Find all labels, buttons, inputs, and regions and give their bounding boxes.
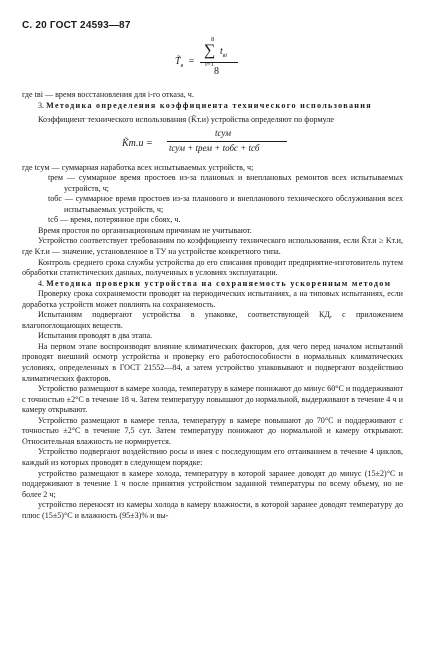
section-3-intro: Коэффициент технического использования (K̃т.и) устройства определяют по формуле xyxy=(38,115,334,125)
sum-term: $t_{вi}$ xyxy=(220,46,228,59)
paragraph-cold: Устройство размещают в камере холода, температуру в камере понижают до минус 60°С и поддерживают с точностью ±2°С в течение 18 ч. Затем температуру повышают до нормальной, выдерживают в течение 4 ч и камеру открывают. xyxy=(22,384,403,415)
sum-sign: ∑ xyxy=(204,42,216,59)
paragraph-stages: Испытания проводят в два этапа. xyxy=(38,331,153,341)
definition-trem: tрем — суммарное время простоев из-за плановых и внеплановых ремонтов всех испытываемых устройств, ч; xyxy=(48,173,403,193)
fraction-bar xyxy=(200,62,238,63)
formula-utilization-coefficient xyxy=(22,128,403,160)
formula1-lhs: $T̃_в$ = xyxy=(175,56,195,69)
paragraph-control: Контроль среднего срока службы устройства до его списания проводит предприятие-изготовитель путем обработки статистических данных, полученных в условиях эксплуатации. xyxy=(22,257,403,278)
section-4-heading: 4. Методика проверки устройства на сохраняемость ускоренным методом xyxy=(38,278,392,288)
paragraph-heat: Устройство размещают в камере тепла, температуру в камере повышают до 70°С и поддерживают с точностью ±2°С в течение 7,5 сут. Затем температуру понижают до нормальной и камеру открывают. Относительная влажность не нормируется. xyxy=(22,415,403,446)
paragraph-downtime: Время простоя по организационным причинам не учитывают. xyxy=(38,225,252,235)
section-3-heading: 3. Методика определения коэффициента технического использования xyxy=(38,100,372,110)
paragraph-dew: Устройство подвергают воздействию росы и инея с последующим его оттаиванием в течение 4 циклов, каждый из которых проводят в следующем порядке: xyxy=(22,447,403,467)
formula2-lhs: K̃т.и = xyxy=(122,137,153,149)
sum-lower-limit: i=1 xyxy=(205,61,214,68)
page-header: С. 20 ГОСТ 24593—87 xyxy=(22,20,131,31)
fraction-bar xyxy=(167,141,287,142)
paragraph-subject: Испытаниям подвергают устройства в упаковке, соответствующей КД, с приложением влагопоглощающих веществ. xyxy=(22,310,403,330)
sum-upper-limit: 8 xyxy=(211,36,215,43)
formula2-denominator: tсум + tрем + tобс + tсб xyxy=(169,142,260,153)
where-clause: где tвi — время восстановления для i-го отказа, ч. xyxy=(22,90,194,99)
paragraph-check: Проверку срока сохраняемости проводят на периодических испытаниях, а на типовых испытаниях, если доработка устройств может повлиять на сохраняемость. xyxy=(22,289,403,309)
document-body xyxy=(22,90,403,521)
definition-tobs: tобс — суммарное время простоев из-за планового и внепланового технического обслуживания всех испытываемых устройств, ч; xyxy=(48,194,403,214)
paragraph-stage1: На первом этапе воспроизводят влияние климатических факторов, для чего перед началом испытаний проводят внешний осмотр устройства и проверку его работоспособности в нормальных климатических условиях, определенных в ГОСТ 21552—84, а затем устройство упаковывают и подвергают воздействию климатических факторов. xyxy=(22,341,403,383)
definition-tsum: где tсум — суммарная наработка всех испытываемых устройств, ч; xyxy=(22,162,254,172)
paragraph-transfer: устройство переносят из камеры холода в камеру влажности, в которой заранее доводят температуру до плюс (15±5)°С и влажность (95±3)% и вы- xyxy=(22,500,403,520)
paragraph-place-cold: устройство размещают в камере холода, температуру в которой заранее доводят до минус (15±2)°С и поддерживают в течение 1 ч после принятия устройством заданной температуры по всему объему, но не более 2 ч; xyxy=(22,468,403,499)
definition-tsb: tсб — время, потерянное при сбоях, ч. xyxy=(48,215,181,225)
formula2-numerator: tсум xyxy=(215,127,231,138)
formula1-denominator: 8 xyxy=(214,66,219,77)
paragraph-compliance: Устройство соответствует требованиям по коэффициенту технического использования, если K̃т.и ≥ Kт.и, где Kт.и — значение, установленное в ТУ на устройстве конкретного типа. xyxy=(22,236,403,257)
